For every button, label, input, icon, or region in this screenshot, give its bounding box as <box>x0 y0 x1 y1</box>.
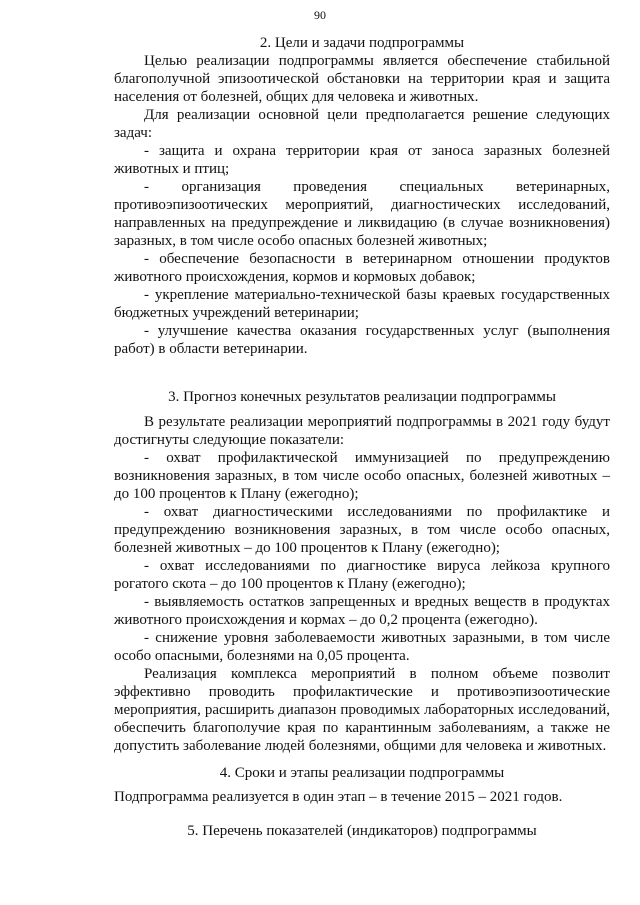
page-number: 90 <box>314 8 326 22</box>
task-item: - улучшение качества оказания государственных услуг (выполнения работ) в области ветеринарии. <box>114 323 610 357</box>
section-2-body <box>114 52 610 358</box>
timeline-paragraph: Подпрограмма реализуется в один этап – в течение 2015 – 2021 годов. <box>114 789 563 805</box>
task-item: - организация проведения специальных ветеринарных, противоэпизоотических мероприятий, диагностических исследований, направленных на предупреждение и ликвидацию (в случае возникновения) заразных, в том числе особо опасных болезней животных; <box>114 179 610 249</box>
tasks-intro-paragraph: Для реализации основной цели предполагается решение следующих задач: <box>114 107 610 141</box>
section-5-heading: 5. Перечень показателей (индикаторов) подпрограммы <box>187 823 537 839</box>
task-item: - укрепление материально-технической базы краевых государственных бюджетных учреждений ветеринарии; <box>114 287 610 321</box>
indicator-item: - выявляемость остатков запрещенных и вредных веществ в продуктах животного происхождения и кормах – до 0,2 процента (ежегодно). <box>114 594 610 628</box>
section-2-heading: 2. Цели и задачи подпрограммы <box>259 35 465 51</box>
results-intro-paragraph: В результате реализации мероприятий подпрограммы в 2021 году будут достигнуты следующие показатели: <box>114 414 610 448</box>
task-item: - защита и охрана территории края от заноса заразных болезней животных и птиц; <box>114 143 610 177</box>
indicator-item: - охват профилактической иммунизацией по предупреждению возникновения заразных, в том числе особо опасных, болезней животных – до 100 процентов к Плану (ежегодно); <box>114 450 610 502</box>
task-item: - обеспечение безопасности в ветеринарном отношении продуктов животного происхождения, кормов и кормовых добавок; <box>114 251 610 285</box>
section-3-body <box>114 413 610 755</box>
indicator-item: - охват диагностическими исследованиями по профилактике и предупреждению возникновения заразных, в том числе особо опасных, болезней животных – до 100 процентов к Плану (ежегодно); <box>114 504 610 556</box>
section-4-heading: 4. Сроки и этапы реализации подпрограммы <box>219 765 505 781</box>
indicator-item: - снижение уровня заболеваемости животных заразными, в том числе особо опасными, болезнями на 0,05 процента. <box>114 630 610 664</box>
summary-paragraph: Реализация комплекса мероприятий в полном объеме позволит эффективно проводить профилактические и противоэпизоотические мероприятия, расширить диапазон проводимых лабораторных исследований, обеспечить благополучие края по карантинным заболеваниям, а также не допустить заболевание людей болезнями, общими для человека и животных. <box>114 666 610 754</box>
section-3-heading: 3. Прогноз конечных результатов реализации подпрограммы <box>168 389 556 405</box>
indicator-item: - охват исследованиями по диагностике вируса лейкоза крупного рогатого скота – до 100 процентов к Плану (ежегодно); <box>114 558 610 592</box>
goal-paragraph: Целью реализации подпрограммы является обеспечение стабильной благополучной эпизоотической обстановки на территории края и защита населения от болезней, общих для человека и животных. <box>114 53 610 105</box>
